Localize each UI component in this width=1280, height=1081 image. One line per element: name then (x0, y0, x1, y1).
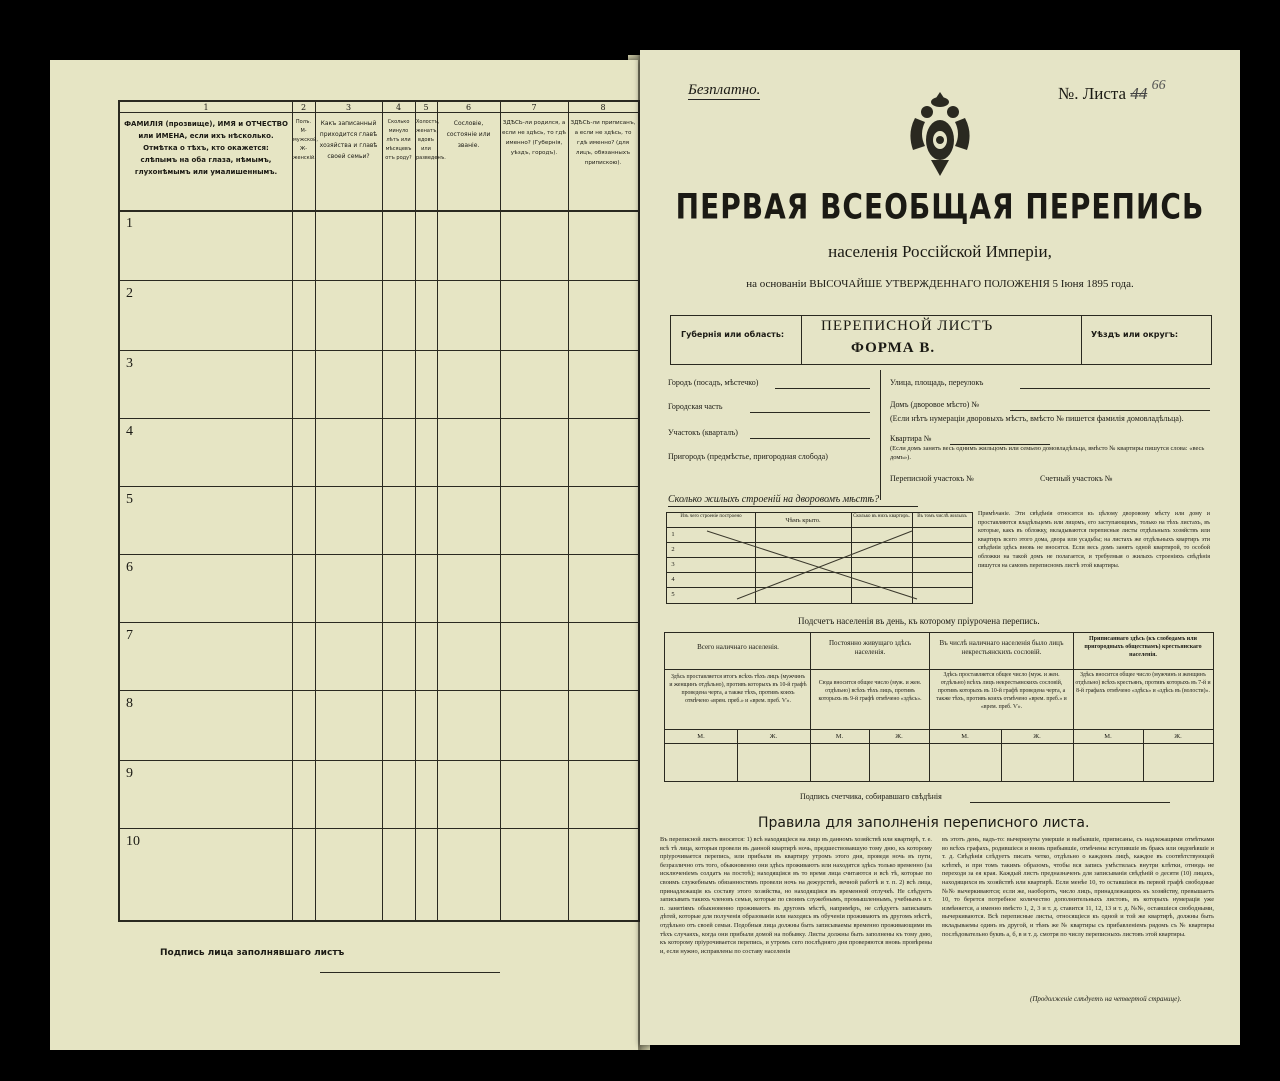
city-label: Городъ (посадъ, мѣстечко) (668, 378, 759, 387)
sheet-number-corner: 66 (1151, 78, 1166, 93)
row-number: 2 (126, 286, 133, 301)
household-ledger-table (118, 100, 640, 922)
census-title: ПЕРВАЯ ВСЕОБЩАЯ ПЕРЕПИСЬ (675, 185, 1205, 228)
rules-title: Правила для заполненія переписного листа. (758, 815, 1090, 831)
apartment-label: Квартира № (890, 434, 932, 443)
buildings-row: 5 (671, 591, 675, 598)
uezd-label: Уѣздъ или округъ: (1091, 330, 1179, 339)
signature-line (320, 972, 500, 973)
column-number: 8 (600, 103, 606, 112)
house-label: Домъ (дворовое мѣсто) № (890, 400, 979, 409)
count-col-nonpeasant-head: Въ числѣ наличнаго населенія было лицъ некрестьянскихъ сословій. (939, 639, 1064, 656)
buildings-col-apartments: Сколько въ нихъ квартиръ. (853, 514, 910, 519)
sex-female-label: Ж. (1174, 733, 1182, 740)
buildings-row: 1 (671, 531, 675, 538)
rules-continued-note: (Продолженіе слѣдуетъ на четвертой странице). (1030, 995, 1182, 1003)
column-header-name: ФАМИЛІЯ (прозвище), ИМЯ и ОТЧЕСТВО или ИМЕНА, если ихъ нѣсколько. Отмѣтка о тѣхъ, кто окажется: слѣпымъ на оба глаза, нѣмымъ, глухонѣмымъ или умалишеннымъ. (124, 120, 288, 176)
precinct-label: Участокъ (кварталъ) (668, 428, 738, 437)
row-number: 10 (126, 834, 140, 849)
buildings-table (666, 512, 973, 604)
count-col-nonpeasant-body: Здѣсь проставляется общее число (муж. и жен. отдѣльно) всѣхъ лицъ некрестьянскихъ сословій, противъ которыхъ въ 10-й графѣ проведена черта, а также тѣхъ, противъ коихъ отмѣчено «врем. преб.» и «врем. преб. Ѵ». (936, 672, 1067, 710)
count-col-peasant-head: Приписаннаго здѣсь (къ слободамъ или пригородныхъ обществамъ) крестьянскаго населенія. (1084, 636, 1202, 658)
sheet-number (1058, 78, 1166, 104)
row-number: 3 (126, 356, 133, 371)
enumerator-signature-label: Подпись счетчика, собиравшаго свѣдѣнія (800, 792, 942, 801)
buildings-col-material: Изъ чего строеніе построено (680, 514, 742, 519)
row-number: 9 (126, 766, 133, 781)
row-number: 8 (126, 696, 133, 711)
column-header-estate: Сословіе, состояніе или званіе. (446, 120, 491, 149)
buildings-row: 2 (671, 546, 675, 553)
gubernia-label: Губернія или область: (681, 330, 785, 339)
buildings-question: Сколько жилыхъ строеній на дворовомъ мѣстѣ? (668, 494, 880, 505)
street-label: Улица, площадь, переулокъ (890, 378, 984, 387)
column-number: 5 (423, 103, 429, 112)
district-label: Городская часть (668, 402, 723, 411)
form-title: ПЕРЕПИСНОЙ ЛИСТЪ (821, 318, 994, 334)
column-number: 7 (531, 103, 537, 112)
row-number: 7 (126, 628, 133, 643)
sex-male-label: М. (1104, 733, 1112, 740)
column-number: 6 (465, 103, 472, 112)
household-signature-label: Подпись лица заполнявшаго листъ (160, 948, 345, 958)
census-subtitle: населенія Россійской Имперіи, (828, 242, 1052, 261)
population-count-title: Подсчетъ населенія въ день, къ которому пріурочена перепись. (798, 616, 1040, 626)
column-header-marital: Холостъ, женатъ, вдовъ или разведенъ. (416, 119, 446, 161)
column-number: 2 (300, 103, 307, 112)
free-label: Безплатно. (688, 82, 761, 98)
column-number: 4 (395, 103, 402, 112)
row-number: 5 (126, 492, 133, 507)
row-number: 4 (126, 424, 133, 439)
buildings-note: Примѣчаніе. Эти свѣдѣнія относятся къ цѣлому дворовому мѣсту или дому и проставляются владѣльцемъ или лицомъ, его заступающимъ, только на тѣхъ листахъ, въ которые, какъ въ обложку, вкладываются переписные листы отдѣльныхъ хозяйствъ или квартиръ всего этого дома, двора или усадьбы; на листахъ же отдѣльныхъ квартиръ эти свѣдѣнія здѣсь вновь не вносятся. Если весь домъ занятъ одной квартирой, то особой обложки на такой домъ не полагается, и требуемыя о жилыхъ строеніяхъ свѣдѣнія пишутся на самомъ переписномъ листѣ этой квартиры. (978, 511, 1210, 569)
sex-male-label: М. (961, 733, 969, 740)
sex-female-label: Ж. (1033, 733, 1041, 740)
column-header-sex: Полъ. М-мужской, Ж-женскій. (293, 119, 318, 161)
apartment-note: (Если домъ занятъ весь однимъ жильцомъ или семьею домовладѣльца, вмѣсто № квартиры пишутся слова: «весь домъ»). (890, 445, 1205, 461)
census-district-label: Переписной участокъ № (890, 474, 974, 483)
column-header-registration: ЗДѢСЬ-ли приписанъ, а если не здѣсь, то гдѣ именно? (для лицъ, обязанныхъ припискою). (570, 120, 636, 166)
rules-column-1: Въ переписной листъ вносятся: 1) всѣ находящіеся на лицо въ данномъ хозяйствѣ или квартирѣ, т. е. всѣ тѣ лица, которыя провели въ данной квартирѣ ночь, предшествовавшую тому дню, къ которому пріурочивается перепись, или прибыли въ квартиру утромъ этого дня, проведя ночь въ пути, безразлично отъ того, обыкновенно они здѣсь проживаютъ или находятся здѣсь только временно (за исключеніемъ солдатъ на постоѣ); находящіяся въ то время лица считаются и всѣ тѣ, которые по своимъ служебнымъ обязанностямъ провели ночь на дежурствѣ, вечной работѣ и т. п. 2) всѣ лица, принадлежащія къ составу этого хозяйства, но находящіяся въ временной отлучкѣ. Не слѣдуетъ записывать такихъ членовъ семьи, которые по своимъ служебнымъ, промышленнымъ, учебнымъ и т. п. занятіямъ обыкновенно проживаютъ въ другомъ мѣстѣ, напримѣръ, не слѣдуетъ записывать дѣтей, которые для полученія образованія или находясь въ обученіи проживаютъ въ другомъ мѣстѣ, отдѣльно отъ своей семьи. Подобныя лица должны быть записываемы временно проживающими въ тѣхъ случаяхъ, когда они прибыли домой на побывку. Листы должны быть заполнены къ тому дню, къ которому пріурочивается перепись, и утромъ сего послѣдняго дня проверяются вновь провѣрены и, если нужно, исправлены по составу населенія (660, 836, 932, 955)
column-header-relation: Какъ записанный приходится главѣ хозяйства и главѣ своей семьи? (319, 120, 378, 160)
rules-column-2: въ этотъ день, вадъ-то: вычеркнуты умершіе и выбывшіе, приписаны, съ надлежащими отмѣтками во всѣхъ графахъ, родившіеся и вновь прибывшіе, отмѣчены вступившіе въ бракъ или овдовѣвшіе и т. д. Свѣдѣнія слѣдуетъ писать четко, отдѣльно о каждомъ лицѣ, каждое въ соотвѣтствующей клѣткѣ, и при томъ такимъ образомъ, чтобы вся запись умѣстилась внутри клѣтки, отнюдь не переходя за ея края. Каждый листъ предназначенъ для записыванія свѣдѣній о десяти (10) лицахъ, находящихся въ хозяйствѣ или квартирѣ. Если менѣе 10, то оставшіяся въ первой графѣ свободные №№ вычеркиваются; если же, наоборотъ, число лицъ, принадлежащихъ къ хозяйству, превышаетъ 10, то берется потребное количество дополнительныхъ листовъ, въ которыхъ нумерація уже измѣняется, а именно вмѣсто 1, 2, 3 и т. д. ставится 11, 12, 13 и т. д. №№, оставшіеся свободными, вычеркиваются. Всѣ переписные листы, относящіеся къ одной и той же квартирѣ, должны быть вкладываемы одинъ въ другой, и тѣмъ же № квартиры съ прибавленіемъ рядомъ съ № квартиры послѣдовательно буквъ а, б, в и т. д. смотря по числу переписныхъ листовъ этой квартиры. (942, 836, 1214, 938)
double-headed-eagle-emblem-icon (905, 88, 975, 180)
suburb-label: Пригородъ (предмѣстье, пригородная слобода) (668, 452, 828, 461)
sheet-number-handwritten: 44 (1130, 84, 1148, 103)
column-number: 1 (203, 103, 209, 112)
buildings-col-residential: Въ томъ числѣ жилыхъ (917, 514, 967, 519)
census-basis: на основаніи ВЫСОЧАЙШЕ УТВЕРЖДЕННАГО ПОЛОЖЕНІЯ 5 Іюня 1895 года. (746, 278, 1134, 290)
row-number: 6 (126, 560, 133, 575)
sex-male-label: М. (697, 733, 705, 740)
left-page (50, 60, 638, 1050)
count-col-peasant-body: Здѣсь вносится общее число (мужчинъ и женщинъ отдѣльно) всѣхъ крестьянъ, противъ которыхъ въ 7-й и 8-й графахъ отмѣчено «здѣсь» и «здѣсь въ (волости)». (1075, 672, 1211, 694)
form-letter: ФОРМА В. (851, 340, 936, 356)
column-header-age: Сколько минуло лѣтъ или мѣсяцевъ отъ роду? (385, 119, 412, 161)
crossed-out-mark-icon (667, 513, 972, 603)
form-header-box (670, 315, 1212, 365)
count-col-total-head: Всего наличнаго населенія. (697, 643, 779, 651)
sex-female-label: Ж. (895, 733, 903, 740)
column-header-birthplace: ЗДѢСЬ-ли родился, а если не здѣсь, то гдѣ именно? (Губернія, уѣздъ, городъ). (502, 120, 566, 156)
house-note: (Если нѣтъ нумераціи дворовыхъ мѣстъ, вмѣсто № пишется фамилія домовладѣльца). (890, 414, 1184, 423)
sheet-number-label: №. Листа (1058, 84, 1127, 103)
buildings-col-roof: Чѣмъ крыто. (785, 517, 821, 524)
sex-female-label: Ж. (769, 733, 778, 740)
count-col-permanent-head: Постоянно живущаго здѣсь населенія. (828, 639, 912, 656)
population-count-table (664, 632, 1214, 782)
buildings-row: 3 (671, 561, 675, 568)
buildings-row: 4 (671, 576, 675, 583)
count-col-total-body: Здѣсь проставляется итогъ всѣхъ тѣхъ лицъ (мужчинъ и женщинъ отдѣльно), противъ которыхъ въ 10-й графѣ проведена черта, а также тѣхъ, противъ коихъ отмѣчено «врем. преб.» и «врем. преб. Ѵ». (669, 674, 807, 704)
counting-district-label: Счетный участокъ № (1040, 474, 1113, 483)
sex-male-label: М. (835, 733, 844, 740)
right-page (640, 50, 1240, 1045)
column-number: 3 (345, 103, 352, 112)
row-number: 1 (126, 216, 133, 231)
count-col-permanent-body: Сюда вносится общее число (муж. и жен. отдѣльно) всѣхъ тѣхъ лицъ, противъ которыхъ въ 9-й графѣ отмѣчено «здѣсь». (818, 680, 922, 702)
